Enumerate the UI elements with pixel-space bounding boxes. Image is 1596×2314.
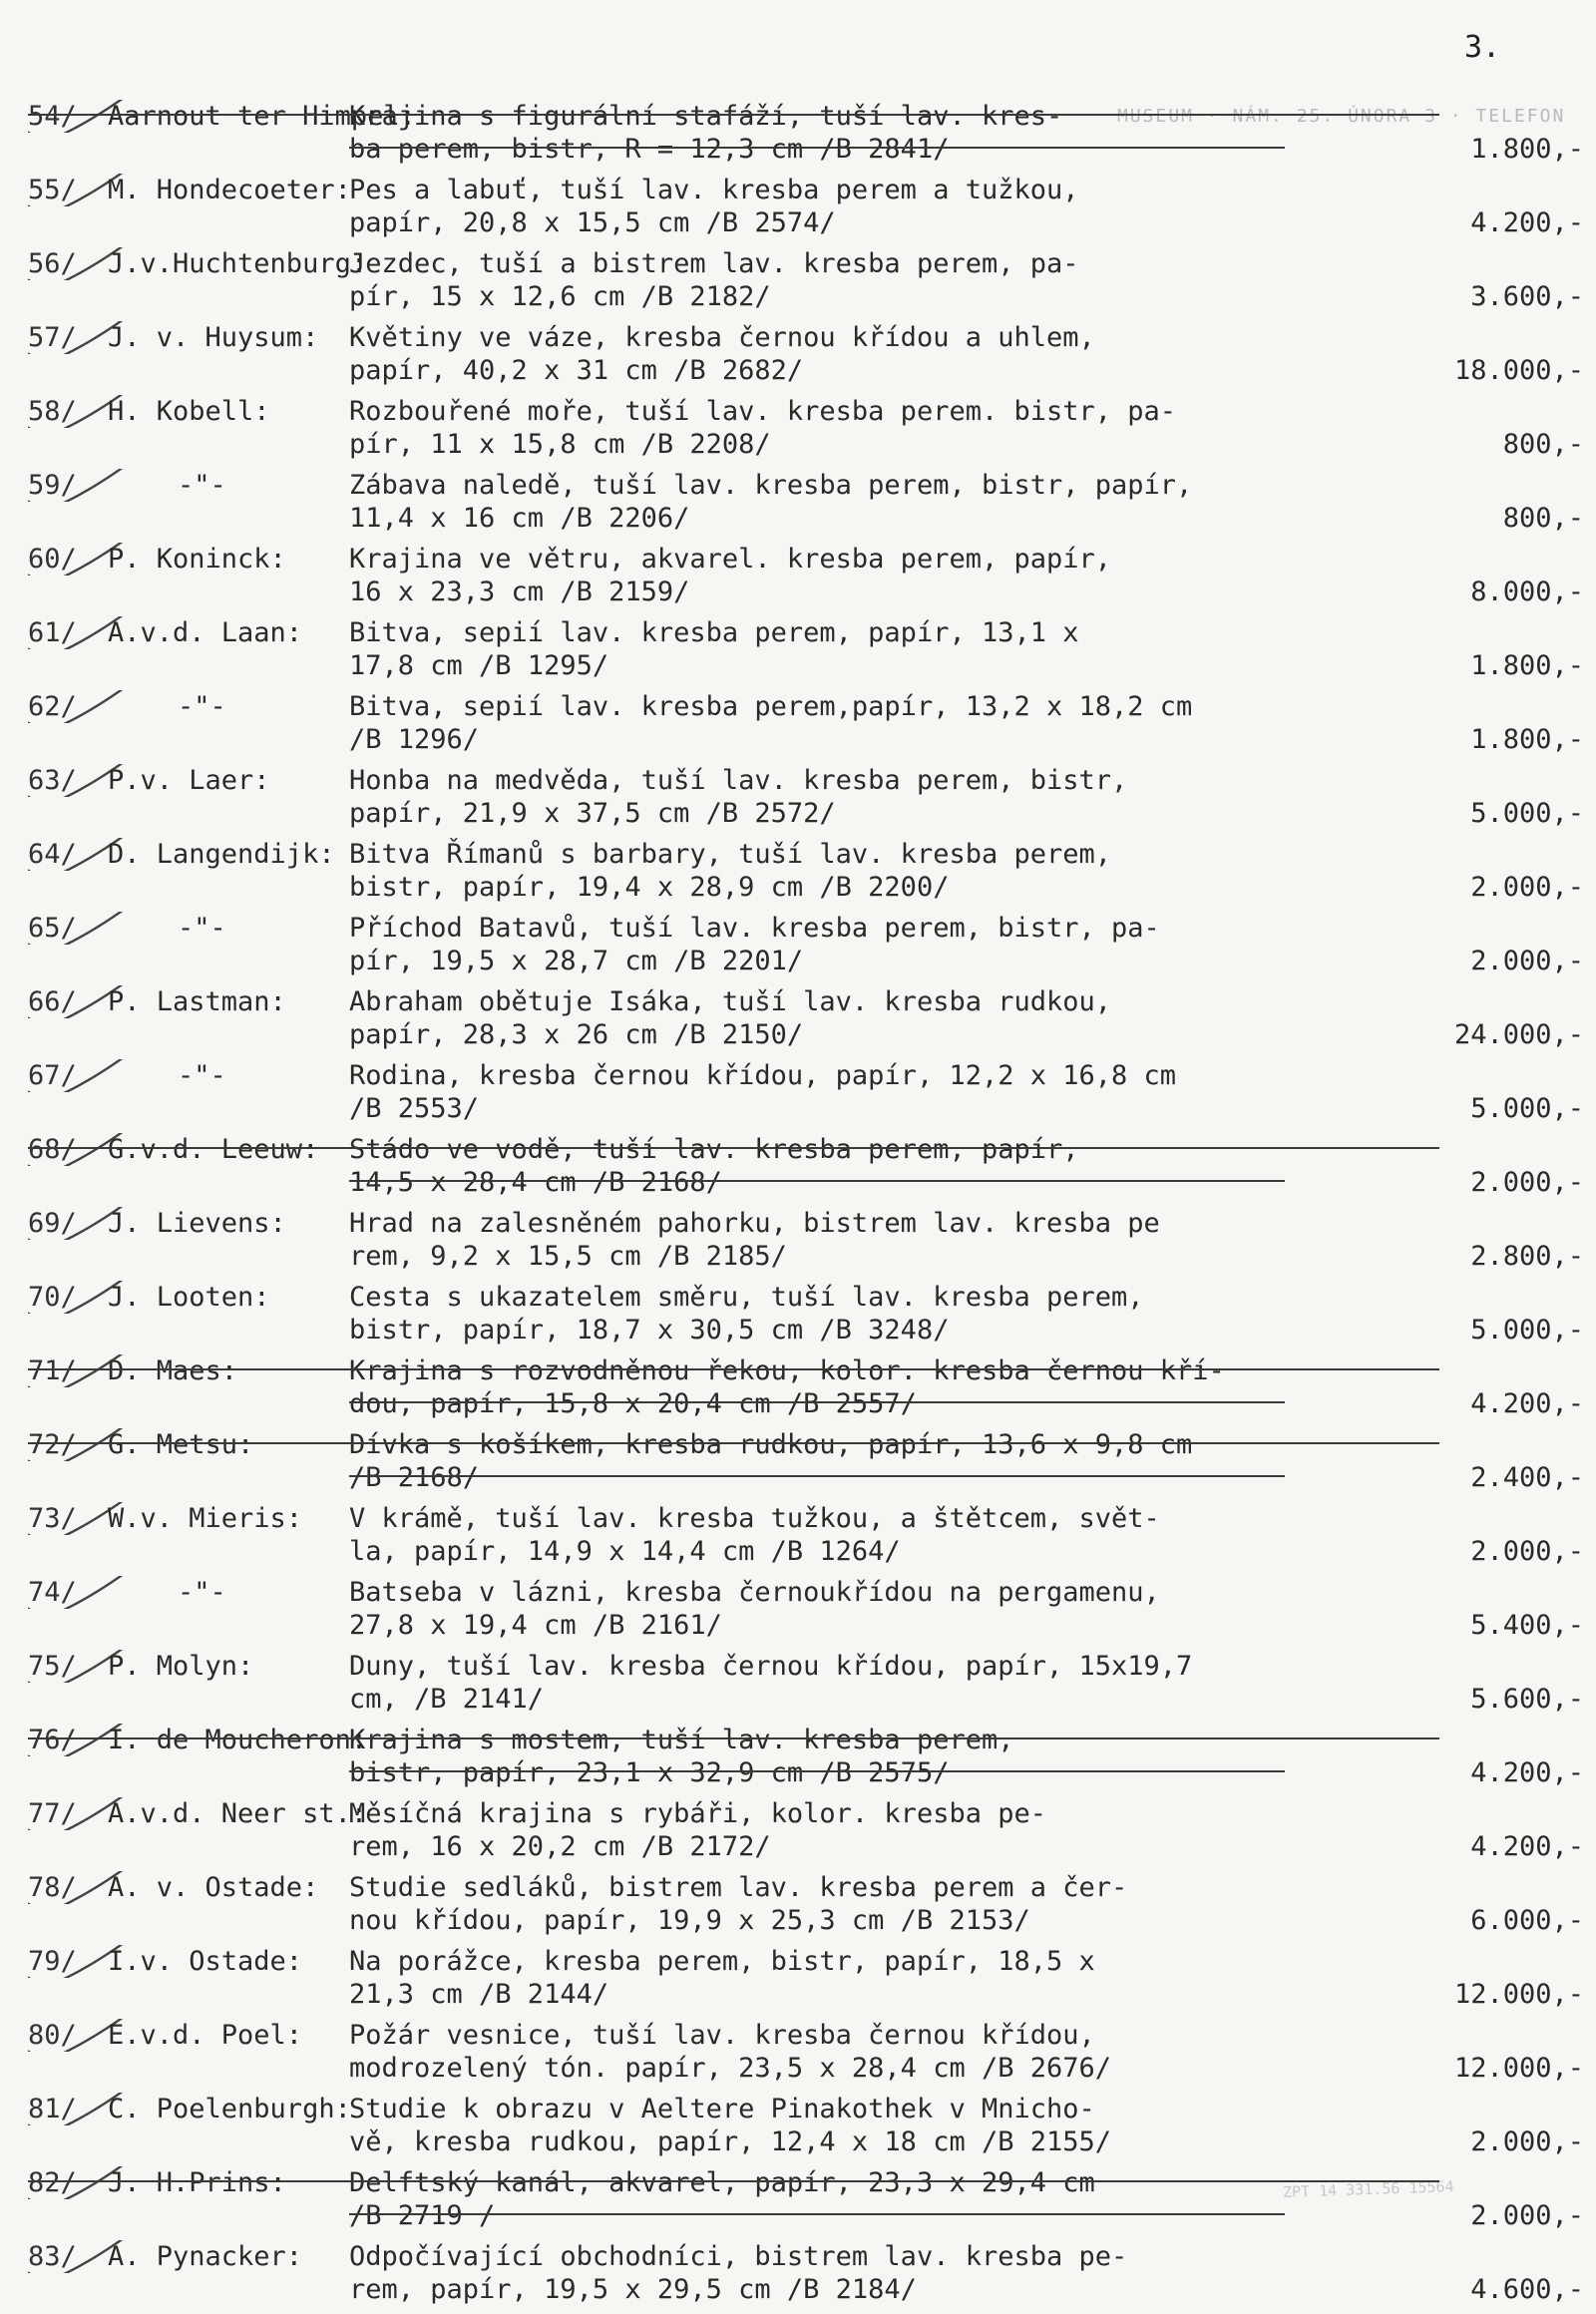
entry-line-1	[28, 1133, 1584, 1166]
entry-line-1	[28, 690, 1584, 723]
entry-description-continued: papír, 28,3 x 26 cm /B 2150/	[349, 1019, 804, 1050]
entry-line-1	[28, 1354, 1584, 1387]
entry-number: 67/	[28, 1060, 77, 1091]
entry-price: 2.800,-	[1470, 1241, 1584, 1272]
entry-price: 18.000,-	[1453, 355, 1584, 386]
entry-price: 5.000,-	[1470, 1093, 1584, 1124]
entry-number: 74/	[28, 1577, 77, 1608]
entry-description: Delftský kanál, akvarel, papír, 23,3 x 29,4 cm	[349, 2167, 1095, 2198]
ditto-mark: -"-	[178, 470, 226, 501]
entry-line-1	[28, 1650, 1584, 1683]
catalog-entry	[28, 1281, 1584, 1347]
entry-description: Odpočívající obchodníci, bistrem lav. kresba pe-	[349, 2241, 1128, 2272]
entry-number: 71/	[28, 1355, 77, 1386]
artist-name: W.v. Mieris:	[108, 1503, 303, 1534]
ditto-mark: -"-	[178, 1060, 226, 1091]
artist-name: I.v. Ostade:	[108, 1946, 303, 1977]
entry-line-1	[28, 2166, 1584, 2199]
entry-price: 2.000,-	[1470, 1167, 1584, 1198]
entry-line-1	[28, 912, 1584, 945]
entry-line-1	[28, 100, 1584, 133]
artist-name: C. Poelenburgh:	[108, 2094, 351, 2124]
page-number: 3.	[1464, 30, 1501, 65]
entry-line-1	[28, 2093, 1584, 2125]
entry-description: Květiny ve váze, kresba černou křídou a uhlem,	[349, 322, 1095, 353]
entry-description: Stádo ve vodě, tuší lav. kresba perem, papír,	[349, 1134, 1079, 1165]
entry-description-continued: nou křídou, papír, 19,9 x 25,3 cm /B 2153/	[349, 1905, 1030, 1936]
catalog-entry	[28, 764, 1584, 830]
entry-description: V krámě, tuší lav. kresba tužkou, a štětcem, svět-	[349, 1503, 1160, 1534]
catalog-entry	[28, 1650, 1584, 1716]
entry-price: 6.000,-	[1470, 1905, 1584, 1936]
entry-description-continued: modrozelený tón. papír, 23,5 x 28,4 cm /B 2676/	[349, 2053, 1112, 2084]
entry-description: Studie sedláků, bistrem lav. kresba perem a čer-	[349, 1872, 1128, 1903]
strikethrough-line	[349, 1180, 1285, 1182]
ditto-mark: -"-	[178, 1577, 226, 1608]
entry-line-1	[28, 543, 1584, 576]
entry-description: Rozbouřené moře, tuší lav. kresba perem. bistr, pa-	[349, 396, 1177, 427]
entry-description: Krajina s figurální stafáží, tuší lav. kres-	[349, 101, 1063, 132]
catalog-entry	[28, 469, 1584, 535]
entry-price: 800,-	[1502, 429, 1584, 460]
entry-line-1	[28, 1724, 1584, 1756]
artist-name: D. Langendijk:	[108, 839, 335, 870]
catalog-entry	[28, 543, 1584, 608]
strikethrough-line	[349, 2213, 1285, 2215]
artist-name: G. Metsu:	[108, 1429, 254, 1460]
entry-description-continued: pír, 15 x 12,6 cm /B 2182/	[349, 281, 771, 312]
entry-description-continued: 14,5 x 28,4 cm /B 2168/	[349, 1167, 722, 1198]
entry-description: Bitva Římanů s barbary, tuší lav. kresba perem,	[349, 839, 1112, 870]
entry-description: Krajina s rozvodněnou řekou, kolor. kresba černou kří-	[349, 1355, 1225, 1386]
entry-description-continued: bistr, papír, 18,7 x 30,5 cm /B 3248/	[349, 1315, 950, 1346]
catalog-entry	[28, 1207, 1584, 1273]
catalog-entry	[28, 1354, 1584, 1420]
entry-description: Krajina s mostem, tuší lav. kresba perem,	[349, 1725, 1014, 1755]
entry-description-continued: bistr, papír, 19,4 x 28,9 cm /B 2200/	[349, 872, 950, 903]
entry-description-continued: /B 1296/	[349, 724, 480, 755]
entry-price: 12.000,-	[1453, 2053, 1584, 2084]
entry-line-1	[28, 1207, 1584, 1240]
entry-price: 2.000,-	[1470, 872, 1584, 903]
entry-price: 2.400,-	[1470, 1462, 1584, 1493]
entry-description: Příchod Batavů, tuší lav. kresba perem, bistr, pa-	[349, 913, 1160, 944]
entry-description-continued: 17,8 cm /B 1295/	[349, 650, 609, 681]
entry-description: Jezdec, tuší a bistrem lav. kresba perem, pa-	[349, 248, 1079, 279]
entry-number: 61/	[28, 617, 77, 648]
artist-name: D. Maes:	[108, 1355, 238, 1386]
entry-line-1	[28, 1871, 1584, 1904]
entry-description: Krajina ve větru, akvarel. kresba perem, papír,	[349, 544, 1112, 575]
catalog-entry	[28, 395, 1584, 461]
entry-line-1	[28, 985, 1584, 1018]
entry-description-continued: vě, kresba rudkou, papír, 12,4 x 18 cm /B 2155/	[349, 2126, 1112, 2157]
entry-price: 4.600,-	[1470, 2274, 1584, 2305]
entry-price: 12.000,-	[1453, 1979, 1584, 2010]
entry-description: Duny, tuší lav. kresba černou křídou, papír, 15x19,7	[349, 1651, 1193, 1682]
artist-name: G.v.d. Leeuw:	[108, 1134, 319, 1165]
entry-description-continued: ba perem, bistr, R = 12,3 cm /B 2841/	[349, 134, 950, 165]
strikethrough-line	[349, 147, 1285, 149]
entry-price: 5.000,-	[1470, 798, 1584, 829]
artist-name: A.v.d. Neer st.:	[108, 1798, 368, 1829]
artist-name: E.v.d. Poel:	[108, 2020, 303, 2051]
catalog-entry	[28, 247, 1584, 313]
entry-line-1	[28, 395, 1584, 428]
artist-name: M. Hondecoeter:	[108, 175, 351, 205]
entry-line-1	[28, 1797, 1584, 1830]
ditto-mark: -"-	[178, 691, 226, 722]
catalog-entry	[28, 1502, 1584, 1568]
entry-line-1	[28, 2240, 1584, 2273]
entry-line-1	[28, 174, 1584, 206]
entry-description-continued: papír, 40,2 x 31 cm /B 2682/	[349, 355, 804, 386]
entry-description: Honba na medvěda, tuší lav. kresba perem, bistr,	[349, 765, 1128, 796]
artist-name: J. v. Huysum:	[108, 322, 319, 353]
entry-description-continued: papír, 21,9 x 37,5 cm /B 2572/	[349, 798, 836, 829]
entry-line-1	[28, 1281, 1584, 1314]
entry-number: 69/	[28, 1208, 77, 1239]
entry-description: Batseba v lázni, kresba černoukřídou na pergamenu,	[349, 1577, 1160, 1608]
artist-name: P. Molyn:	[108, 1651, 254, 1682]
catalog-entry	[28, 321, 1584, 387]
catalog-entry	[28, 1059, 1584, 1125]
catalog-entry	[28, 2166, 1584, 2232]
museum-stamp: MUSEUM · NÁM. 25. ÚNORA 3 · TELEFON	[1117, 106, 1566, 127]
entry-line-1	[28, 321, 1584, 354]
entry-price: 5.000,-	[1470, 1315, 1584, 1346]
entry-number: 56/	[28, 248, 77, 279]
entry-description-continued: rem, 16 x 20,2 cm /B 2172/	[349, 1831, 771, 1862]
entry-number: 83/	[28, 2241, 77, 2272]
entry-line-1	[28, 2019, 1584, 2052]
entry-description-continued: rem, 9,2 x 15,5 cm /B 2185/	[349, 1241, 787, 1272]
entry-description-continued: pír, 11 x 15,8 cm /B 2208/	[349, 429, 771, 460]
entry-line-1	[28, 1945, 1584, 1978]
entry-description: Zábava naledě, tuší lav. kresba perem, bistr, papír,	[349, 470, 1193, 501]
entry-price: 1.800,-	[1470, 650, 1584, 681]
entry-price: 3.600,-	[1470, 281, 1584, 312]
catalog-entry	[28, 1724, 1584, 1789]
artist-name: H. Kobell:	[108, 396, 270, 427]
entry-price: 1.800,-	[1470, 724, 1584, 755]
catalog-entry	[28, 985, 1584, 1051]
entry-line-1	[28, 1059, 1584, 1092]
entry-line-1	[28, 1502, 1584, 1535]
entry-price: 4.200,-	[1470, 1831, 1584, 1862]
entry-number: 55/	[28, 175, 77, 205]
entry-description-continued: cm, /B 2141/	[349, 1684, 545, 1715]
entry-description-continued: dou, papír, 15,8 x 20,4 cm /B 2557/	[349, 1388, 917, 1419]
artist-name: P. Lastman:	[108, 986, 286, 1017]
entry-description-continued: /B 2719 /	[349, 2200, 496, 2231]
catalog-entry	[28, 912, 1584, 977]
entry-description-continued: la, papír, 14,9 x 14,4 cm /B 1264/	[349, 1536, 901, 1567]
entry-line-1	[28, 616, 1584, 649]
artist-name: I. de Moucheron:	[108, 1725, 368, 1755]
entry-description: Hrad na zalesněném pahorku, bistrem lav. kresba pe	[349, 1208, 1160, 1239]
entry-number: 57/	[28, 322, 77, 353]
artist-name: Aarnout ter Himpel:	[108, 101, 416, 132]
catalog-entry	[28, 616, 1584, 682]
catalog-entry	[28, 2240, 1584, 2306]
artist-name: J. H.Prins:	[108, 2167, 286, 2198]
footer-stamp: ZPT 14 331.56 15564	[1282, 2177, 1454, 2201]
entry-number: 58/	[28, 396, 77, 427]
entry-description-continued: /B 2168/	[349, 1462, 480, 1493]
entry-price: 4.200,-	[1470, 1757, 1584, 1788]
entry-line-1	[28, 247, 1584, 280]
entry-number: 62/	[28, 691, 77, 722]
entry-description: Měsíčná krajina s rybáři, kolor. kresba pe-	[349, 1798, 1046, 1829]
catalog-entry	[28, 1871, 1584, 1937]
entry-price: 2.000,-	[1470, 2200, 1584, 2231]
entry-description: Na porážce, kresba perem, bistr, papír, 18,5 x	[349, 1946, 1095, 1977]
entry-description: Cesta s ukazatelem směru, tuší lav. kresba perem,	[349, 1282, 1144, 1313]
entry-description: Bitva, sepií lav. kresba perem,papír, 13,2 x 18,2 cm	[349, 691, 1193, 722]
entry-number: 80/	[28, 2020, 77, 2051]
catalog-entry	[28, 1576, 1584, 1642]
entry-number: 60/	[28, 544, 77, 575]
entry-number: 59/	[28, 470, 77, 501]
entry-price: 1.800,-	[1470, 134, 1584, 165]
entry-price: 2.000,-	[1470, 2126, 1584, 2157]
entry-number: 64/	[28, 839, 77, 870]
entry-price: 5.600,-	[1470, 1684, 1584, 1715]
artist-name: A.v.d. Laan:	[108, 617, 303, 648]
entry-description: Požár vesnice, tuší lav. kresba černou křídou,	[349, 2020, 1095, 2051]
catalog-entry	[28, 100, 1584, 166]
artist-name: P. Koninck:	[108, 544, 286, 575]
catalog-entry	[28, 1797, 1584, 1863]
entry-line-1	[28, 1576, 1584, 1609]
entry-number: 72/	[28, 1429, 77, 1460]
entry-line-1	[28, 1428, 1584, 1461]
entry-number: 78/	[28, 1872, 77, 1903]
catalog-entry	[28, 1428, 1584, 1494]
catalog-entry	[28, 838, 1584, 904]
entry-description-continued: papír, 20,8 x 15,5 cm /B 2574/	[349, 207, 836, 238]
entry-number: 65/	[28, 913, 77, 944]
entry-number: 66/	[28, 986, 77, 1017]
entry-price: 4.200,-	[1470, 207, 1584, 238]
catalog-entry	[28, 2019, 1584, 2085]
entry-number: 79/	[28, 1946, 77, 1977]
entry-description-continued: 21,3 cm /B 2144/	[349, 1979, 609, 2010]
artist-name: A. v. Ostade:	[108, 1872, 319, 1903]
entry-description: Rodina, kresba černou křídou, papír, 12,2 x 16,8 cm	[349, 1060, 1177, 1091]
entry-price: 24.000,-	[1453, 1019, 1584, 1050]
entry-price: 8.000,-	[1470, 577, 1584, 607]
entry-description: Abraham obětuje Isáka, tuší lav. kresba rudkou,	[349, 986, 1112, 1017]
entry-number: 82/	[28, 2167, 77, 2198]
entry-price: 800,-	[1502, 503, 1584, 534]
entry-description-continued: bistr, papír, 23,1 x 32,9 cm /B 2575/	[349, 1757, 950, 1788]
entry-number: 76/	[28, 1725, 77, 1755]
entry-number: 54/	[28, 101, 77, 132]
entry-description-continued: rem, papír, 19,5 x 29,5 cm /B 2184/	[349, 2274, 917, 2305]
entry-description-continued: 16 x 23,3 cm /B 2159/	[349, 577, 690, 607]
entry-price: 2.000,-	[1470, 946, 1584, 976]
entry-description: Pes a labuť, tuší lav. kresba perem a tužkou,	[349, 175, 1079, 205]
strikethrough-line	[349, 1770, 1285, 1772]
entry-number: 70/	[28, 1282, 77, 1313]
entry-description: Dívka s košíkem, kresba rudkou, papír, 13,6 x 9,8 cm	[349, 1429, 1193, 1460]
entry-description-continued: pír, 19,5 x 28,7 cm /B 2201/	[349, 946, 804, 976]
artist-name: P.v. Laer:	[108, 765, 270, 796]
entry-number: 77/	[28, 1798, 77, 1829]
entry-price: 4.200,-	[1470, 1388, 1584, 1419]
entry-number: 68/	[28, 1134, 77, 1165]
entry-number: 73/	[28, 1503, 77, 1534]
catalog-entry	[28, 1133, 1584, 1199]
entry-line-1	[28, 838, 1584, 871]
entry-price: 2.000,-	[1470, 1536, 1584, 1567]
entry-number: 75/	[28, 1651, 77, 1682]
strikethrough-line	[349, 1401, 1285, 1403]
entry-description-continued: /B 2553/	[349, 1093, 480, 1124]
artist-name: J. Looten:	[108, 1282, 270, 1313]
catalog-entry	[28, 690, 1584, 756]
entry-line-1	[28, 469, 1584, 502]
strikethrough-line	[349, 1475, 1285, 1477]
artist-name: J. Lievens:	[108, 1208, 286, 1239]
catalog-entry	[28, 1945, 1584, 2011]
entry-price: 5.400,-	[1470, 1610, 1584, 1641]
catalog-entry	[28, 174, 1584, 239]
entry-description: Studie k obrazu v Aeltere Pinakothek v Mnicho-	[349, 2094, 1095, 2124]
entry-description-continued: 27,8 x 19,4 cm /B 2161/	[349, 1610, 722, 1641]
catalog-list	[28, 100, 1584, 2314]
entry-number: 63/	[28, 765, 77, 796]
entry-description: Bitva, sepií lav. kresba perem, papír, 13,1 x	[349, 617, 1079, 648]
entry-number: 81/	[28, 2094, 77, 2124]
artist-name: A. Pynacker:	[108, 2241, 303, 2272]
artist-name: J.v.Huchtenburg:	[108, 248, 368, 279]
entry-description-continued: 11,4 x 16 cm /B 2206/	[349, 503, 690, 534]
entry-line-1	[28, 764, 1584, 797]
catalog-entry	[28, 2093, 1584, 2158]
ditto-mark: -"-	[178, 913, 226, 944]
